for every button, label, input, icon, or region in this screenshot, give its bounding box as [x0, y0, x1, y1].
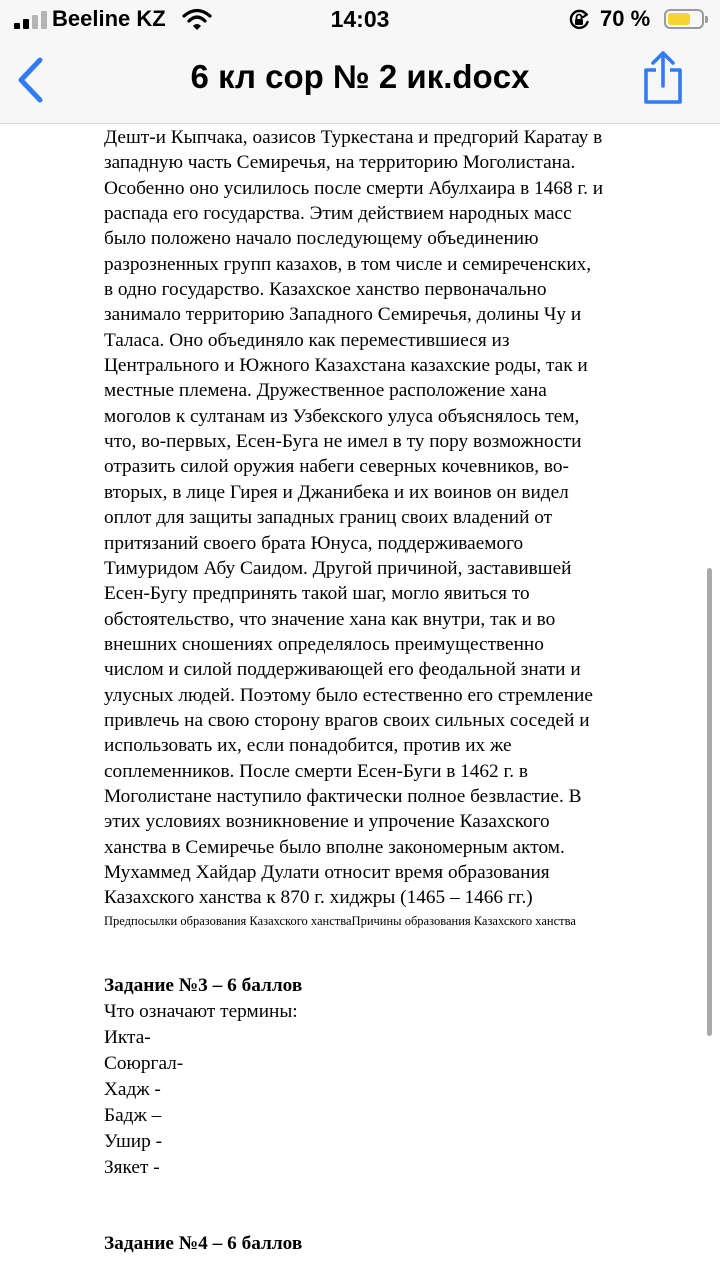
body-line: притязаний своего брата Юнуса, поддерживаемого	[104, 532, 524, 554]
body-line: распада его государства. Этим действием народных масс	[104, 203, 572, 225]
body-line: Есен-Бугу предпринять такой шаг, могло явиться то	[104, 583, 530, 605]
document-body	[104, 125, 684, 911]
back-chevron-icon[interactable]	[14, 56, 48, 104]
body-line: Дешт-и Кыпчака, оазисов Туркестана и предгорий Каратау в	[104, 127, 603, 148]
status-bar	[0, 0, 720, 40]
term-item: Бадж –	[104, 1104, 162, 1126]
task3-question: Что означают термины:	[104, 1000, 298, 1022]
body-line: местные племена. Дружественное расположение хана	[104, 380, 547, 402]
body-line: обстоятельство, что значение хана как внутри, так и во	[104, 608, 556, 630]
body-line: Тимуридом Абу Саидом. Другой причиной, заставившей	[104, 557, 572, 579]
term-item: Союргал-	[104, 1052, 184, 1074]
term-item: Ушир -	[104, 1130, 163, 1152]
carrier-name: Beeline KZ	[52, 6, 166, 31]
body-line: оплот для защиты западных границ своих владений от	[104, 507, 553, 529]
document-page	[104, 125, 684, 1257]
term-item: Икта-	[104, 1026, 151, 1048]
body-line: отразить силой оружия набеги северных кочевников, во-	[104, 456, 569, 478]
task3-title: Задание №3 – 6 баллов	[104, 974, 303, 996]
battery-percent: 70 %	[600, 6, 651, 31]
body-line: Мухаммед Хайдар Дулати относит время образования	[104, 861, 550, 883]
caption-reasons: Причины образования Казахского ханства	[351, 913, 576, 928]
top-bar	[0, 0, 720, 124]
term-item: Зякет -	[104, 1156, 160, 1178]
body-line: вторых, в лице Гирея и Джанибека и их воинов он видел	[104, 481, 569, 503]
orientation-lock-icon	[568, 9, 590, 31]
document-title: 6 кл сор № 2 ик.docx	[190, 58, 530, 95]
body-line: западную часть Семиречья, на территорию Моголистана.	[104, 152, 576, 174]
body-line: Казахского ханства к 870 г. хиджры (1465 – 1466 гг.)	[104, 887, 533, 909]
scrollbar[interactable]	[707, 568, 712, 1036]
body-line: соплеменников. После смерти Есен-Буги в 1462 г. в	[104, 760, 528, 782]
term-item: Хадж -	[104, 1078, 161, 1100]
body-line: ханства в Семиречье было вполне закономерным актом.	[104, 836, 565, 858]
status-time: 14:03	[330, 6, 390, 32]
share-icon[interactable]	[638, 50, 688, 108]
caption-prerequisites: Предпосылки образования Казахского ханства	[104, 913, 352, 928]
body-line: Таласа. Оно объединяло как переместившиеся из	[104, 329, 510, 351]
body-line: разрозненных групп казахов, в том числе и семиреченских,	[104, 253, 592, 275]
body-line: Моголистане наступило фактически полное безвластие. В	[104, 785, 582, 807]
body-line: в одно государство. Казахское ханство первоначально	[104, 279, 547, 301]
body-line: этих условиях возникновение и упрочение Казахского	[104, 811, 550, 833]
task3-terms	[104, 1025, 684, 1181]
body-line: было положено начало последующему объединению	[104, 228, 539, 250]
body-line: моголов к султанам из Узбекского улуса объяснялось тем,	[104, 405, 580, 427]
diagram-captions	[104, 913, 684, 929]
task4-title: Задание №4 – 6 баллов	[104, 1232, 303, 1254]
body-line: использовать их, если понадобится, против их же	[104, 735, 512, 757]
body-line: привлечь на свою сторону врагов своих сильных соседей и	[104, 709, 590, 731]
body-line: что, во-первых, Есен-Буга не имел в ту пору возможности	[104, 431, 582, 453]
body-line: Центрального и Южного Казахстана казахские роды, так и	[104, 355, 588, 377]
body-line: улусных людей. Поэтому было естественно его стремление	[104, 684, 593, 706]
battery-icon	[664, 9, 704, 29]
body-line: числом и силой поддерживающей его феодальной знати и	[104, 659, 581, 681]
body-line: Особенно оно усилилось после смерти Абулхаира в 1468 г. и	[104, 177, 604, 199]
body-line: занимало территорию Западного Семиречья, долины Чу и	[104, 304, 582, 326]
body-line: внешних сношениях определялось преимущественно	[104, 633, 544, 655]
